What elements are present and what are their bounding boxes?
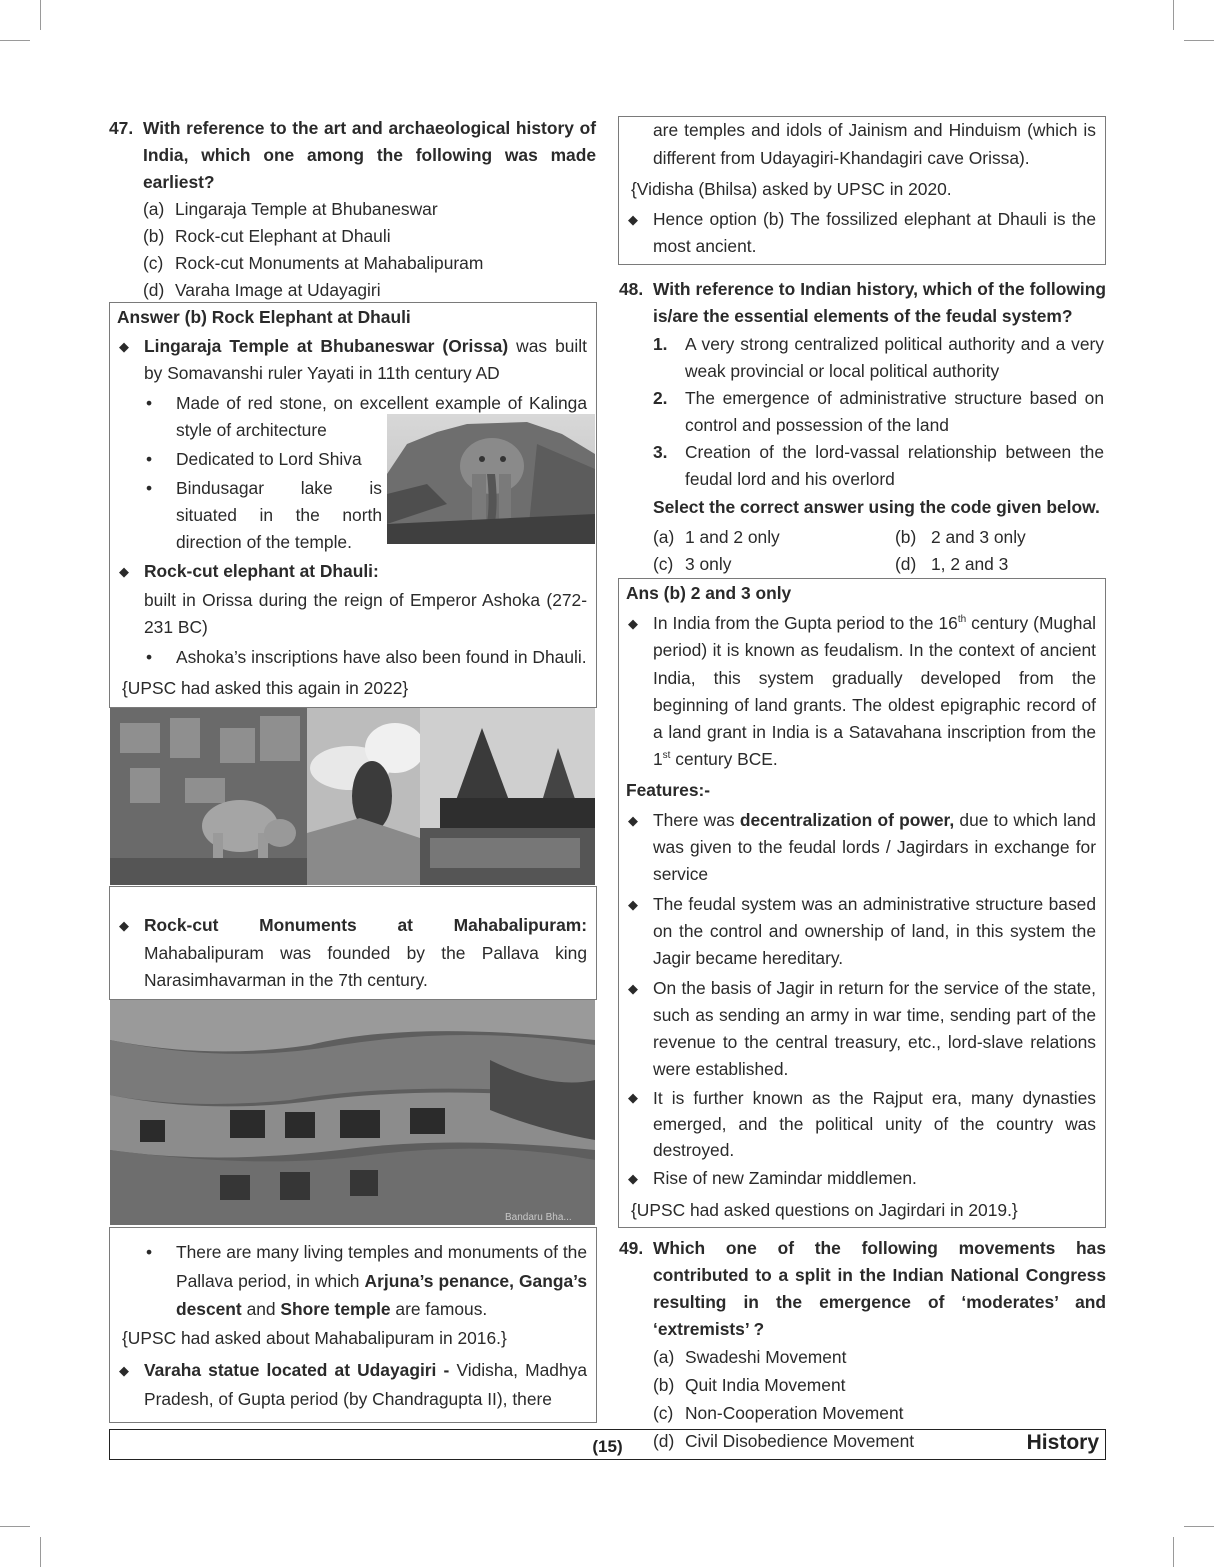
option-d: (d) 1, 2 and 3 [895,554,1009,574]
features-label: Features:- [626,779,711,800]
crop-mark [1173,1537,1174,1567]
crop-mark [1173,0,1174,30]
black-diamond-icon: ◆ [628,212,638,227]
black-diamond-icon: ◆ [628,616,638,631]
option-a: (a) Swadeshi Movement [653,1347,847,1367]
subject-label: History [1026,1431,1099,1454]
option-c: (c) Non-Cooperation Movement [653,1403,904,1423]
black-diamond-icon: ◆ [119,1362,129,1378]
crop-mark [40,1537,41,1567]
black-diamond-icon: ◆ [119,564,129,579]
answer-title: Ans (b) 2 and 3 only [626,583,792,603]
mahabalipuram-text-box [109,886,597,1000]
crop-mark [40,0,41,30]
feature-bullet: ◆ There was decentralization of power, due to which land was given to the feudal lords / Jagirdars in exchange for service [619,807,1105,888]
option-b: (b) Quit India Movement [653,1375,846,1395]
option-b: (b) 2 and 3 only [895,527,1026,547]
statement-3: 3. Creation of the lord-vassal relationship between the feudal lord and his overlord [653,442,1104,489]
udayagiri-caves-image [110,1000,595,1225]
bullet-hence: ◆ Hence option (b) The fossilized elephant at Dhauli is the most ancient. [619,206,1105,260]
statement-2: 2. The emergence of administrative structure based on control and possession of the land [653,388,1104,435]
options-row [619,524,1106,551]
sub-bullet: • Made of red stone, on excellent example of Kalinga style of architecture [110,390,596,444]
bullet-mahabalipuram: ◆ Rock-cut Monuments at Mahabalipuram: [110,912,596,939]
question-number: 48. [619,279,644,299]
black-diamond-icon: ◆ [628,1170,638,1186]
sub-bullet: • Dedicated to Lord Shiva [110,446,388,473]
continued-text: are temples and idols of Jainism and Hinduism (which is different from Udayagiri-Khandagiri cave Orissa). [653,120,1096,168]
black-diamond-icon: ◆ [119,918,129,933]
bullet-dot-icon: • [146,1242,153,1262]
bullet-dhauli: ◆ Rock-cut elephant at Dhauli: [110,558,596,585]
bullet-intro: ◆ In India from the Gupta period to the 16th century (Mughal period) it is known as feudalism. In the context of ancient India, this system gradually developed from the beginning of land grants. The oldest epigraphic record of a land grant in India is a Satavahana inscription from the 1st century BCE. [619,610,1105,774]
sub-bullet: • Ashoka’s inscriptions have also been found in Dhauli. [110,644,596,671]
question-49 [619,1235,1106,1455]
instruction: Select the correct answer using the code given below. [653,497,1100,517]
answer-box-47-continued [109,1227,597,1423]
question-47 [109,115,596,304]
answer-box-48 [618,578,1106,1228]
dhauli-text: built in Orissa during the reign of Emperor Ashoka (272-231 BC) [144,590,587,637]
sub-bullet: • Bindusagar lake is situated in the north direction of the temple. [110,475,391,556]
upsc-note: {UPSC had asked about Mahabalipuram in 2016.} [122,1327,507,1348]
black-diamond-icon: ◆ [119,339,129,354]
page-footer [109,1429,1106,1460]
question-number: 49. [619,1238,644,1258]
option-c: (c) Rock-cut Monuments at Mahabalipuram [143,253,484,273]
dhauli-elephant-image [387,414,595,544]
option-b: (b) Rock-cut Elephant at Dhauli [143,226,391,246]
sub-bullet: • There are many living temples and monuments of the Pallava period, in which Arjuna’s penance, Ganga’s descent and Shore temple are famous. [110,1238,596,1324]
option-c: (c) 3 only [653,554,732,574]
black-diamond-icon: ◆ [628,812,638,828]
mahabalipuram-collage-image [110,708,595,885]
black-diamond-icon: ◆ [628,1089,638,1105]
option-a: (a) Lingaraja Temple at Bhubaneswar [143,199,438,219]
upsc-note: {Vidisha (Bhilsa) asked by UPSC in 2020. [631,179,952,199]
question-number: 47. [109,118,134,138]
option-d: (d) Civil Disobedience Movement [653,1431,915,1451]
mahabalipuram-text: Mahabalipuram was founded by the Pallava king Narasimhavarman in the 7th century. [144,943,587,990]
upsc-note: {UPSC had asked questions on Jagirdari in 2019.} [631,1199,1018,1220]
question-text: 49. Which one of the following movements has contributed to a split in the Indian National Congress resulting in the emergence of ‘moderates’ and ‘extremists’ ? [619,1235,1106,1343]
crop-mark [0,40,30,41]
option-a: (a) 1 and 2 only [653,527,780,547]
feature-bullet: ◆ The feudal system was an administrative structure based on the control and ownership of land, in this system the Jagir became hereditary. [619,891,1105,972]
black-diamond-icon: ◆ [628,980,638,996]
bullet-dot-icon: • [146,478,153,498]
bullet-lingaraja: ◆ Lingaraja Temple at Bhubaneswar (Orissa) was built by Somavanshi ruler Yayati in 11th century AD [110,333,596,387]
feature-bullet: ◆ On the basis of Jagir in return for the service of the state, such as sending an army in war time, sending part of the revenue to the central treasury, etc., lord-slave relations were established. [619,975,1105,1083]
bullet-dot-icon: • [146,449,153,469]
feature-bullet: ◆ Rise of new Zamindar middlemen. [619,1165,1105,1192]
bullet-dot-icon: • [146,647,153,667]
answer-box-47-right [618,116,1106,265]
page-number: (15) [592,1437,623,1456]
crop-mark [1184,1526,1214,1527]
statement-1: 1. A very strong centralized political authority and a very weak provincial or local political authority [653,334,1104,381]
question-48 [619,276,1106,578]
upsc-note: {UPSC had asked this again in 2022} [122,678,409,698]
crop-mark [0,1526,30,1527]
bullet-dot-icon: • [146,393,153,413]
options-row [619,551,1106,578]
black-diamond-icon: ◆ [628,896,638,912]
question-text: 48. With reference to Indian history, which of the following is/are the essential elements of the feudal system? [619,276,1106,330]
option-d: (d) Varaha Image at Udayagiri [143,280,381,300]
crop-mark [1184,40,1214,41]
feature-bullet: ◆ It is further known as the Rajput era, many dynasties emerged, and the political unity of the country was destroyed. [619,1085,1105,1163]
answer-title: Answer (b) Rock Elephant at Dhauli [117,307,411,327]
bullet-varaha: ◆ Varaha statue located at Udayagiri - Vidisha, Madhya Pradesh, of Gupta period (by Chandragupta II), there [110,1356,596,1414]
question-text: 47. With reference to the art and archaeological history of India, which one among the following was made earliest? [109,115,596,196]
image-watermark: Bandaru Bha... [505,1212,572,1223]
